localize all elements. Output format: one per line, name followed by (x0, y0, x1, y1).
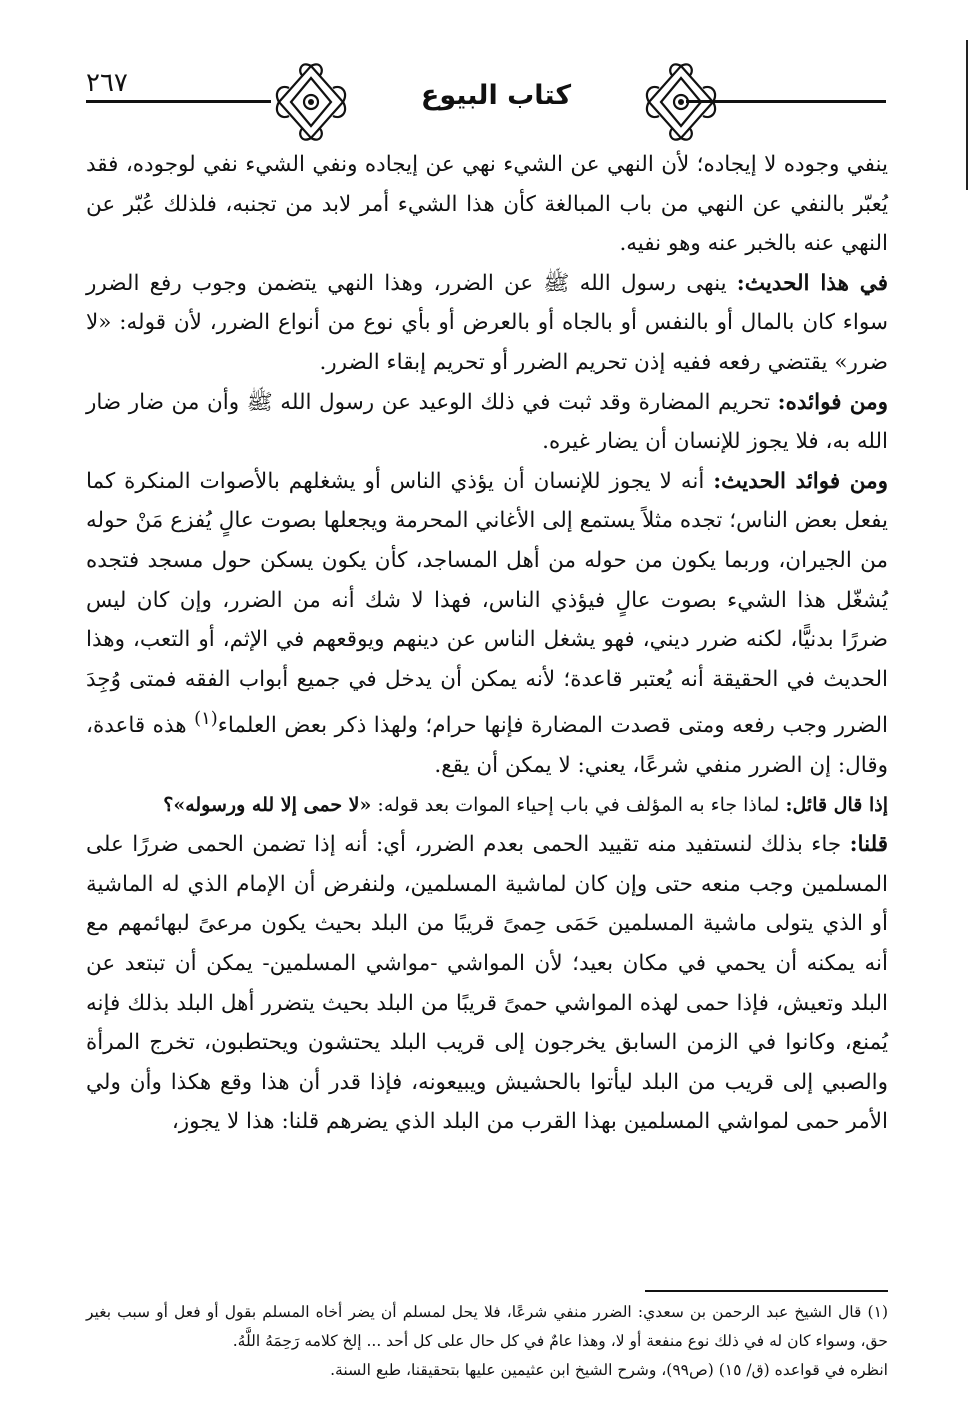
page-header (86, 62, 886, 142)
footnote-reference[interactable]: (١) (194, 708, 218, 730)
footnote-1: (١) قال الشيخ عبد الرحمن بن سعدي: الضرر منفي شرعًا، فلا يحل لمسلم أن يضر أخاه المسلم بقول أو فعل أو سبب بغير حق، وسواء كان له في ذلك نوع منفعة أو لا، وهذا عامٌ في كل حال على كل أحد ... إلخ كلامه رَحِمَهُ اللَّهُ. (86, 1303, 888, 1350)
ornament-left-icon (271, 62, 351, 142)
page-number: ٢٦٧ (86, 68, 128, 98)
running-title: كتاب البيوع (420, 80, 572, 111)
question-paragraph (86, 786, 888, 826)
answer-paragraph (86, 825, 888, 1142)
paragraph-3-text: تحريم المضارة وقد ثبت في ذلك الوعيد عن رسول الله ﷺ وأن من ضار ضار الله به، فلا يجوز للإنسان أن يضار غيره. (86, 389, 888, 455)
header-rule-right (686, 100, 886, 103)
answer-lead: قلنا: (849, 832, 888, 858)
paragraph-3-lead: ومن فوائده: (777, 389, 888, 415)
paragraph-2-text: ينهى رسول الله ﷺ عن الضرر، وهذا النهي يتضمن وجوب رفع الضرر سواء كان بالمال أو بالنفس أو بالجاه أو بالعرض أو بأي نوع من أنواع الضرر، لأن قوله: «لا ضرر» يقتضي رفعه ففيه إذن تحريم الضرر أو تحريم إبقاء الضرر. (86, 270, 888, 375)
paragraph-4-lead: ومن فوائد الحديث: (713, 468, 888, 494)
paragraph-2-lead: في هذا الحديث: (736, 270, 888, 296)
paragraph-2 (86, 264, 888, 383)
header-rule-left (86, 100, 271, 103)
body-text (86, 145, 888, 1142)
paragraph-4-end: هذه قاعدة، وقال: إن الضرر منفي شرعًا، يعني: لا يمكن أن يقع. (86, 713, 888, 779)
footnotes (86, 1298, 888, 1385)
paragraph-1-text: ينفي وجوده لا إيجاده؛ لأن النهي عن الشيء نهي عن إيجاده ونفي الشيء نفي لوجوده، فقد يُعبّر بالنفي عن النهي من باب المبالغة كأن هذا الشيء أمر لابد من تجنبه، فلذلك عُبّر عن النهي عنه بالخبر عنه وهو نفيه. (86, 152, 888, 257)
paragraph-4 (86, 462, 888, 786)
page-edge-line (966, 40, 968, 190)
question-lead: إذا قال قائل: (785, 793, 888, 816)
footnote-separator (645, 1290, 888, 1292)
question-quote: «لا حمى إلا لله ورسوله»؟ (163, 793, 372, 816)
question-text: لماذا جاء به المؤلف في باب إحياء الموات بعد قوله: (371, 793, 786, 816)
paragraph-3 (86, 383, 888, 462)
paragraph-4-text: أنه لا يجوز للإنسان أن يؤذي الناس أو يشغلهم بالأصوات المنكرة كما يفعل بعض الناس؛ تجده مثلاً يستمع إلى الأغاني المحرمة ويجعلها بصوت عالٍ يُفزع مَنْ حوله من الجيران، وربما يكون من حوله من أهل المساجد، كأن يكون يسكن حول مسجد فتجده يُشغّل هذا الشيء بصوت عالٍ فيؤذي الناس، فهذا لا شك أنه من الضرر، وإن كان ليس ضررًا بدنيًّا، لكنه ضرر ديني، فهو يشغل الناس عن دينهم ويوقعهم في الإثم، أو التعب، وهذا الحديث في الحقيقة أنه يُعتبر قاعدة؛ لأنه يمكن أن يدخل في جميع أبواب الفقه فمتى وُجِدَ الضرر وجب رفعه ومتى قصدت المضارة فإنها حرام؛ ولهذا ذكر بعض العلماء (86, 468, 889, 739)
paragraph-1 (86, 145, 888, 264)
footnote-1-source: انظره في قواعده (ق/ ١٥) (ص٩٩)، وشرح الشيخ ابن عثيمين عليها بتحقيقنا، طبع السنة. (330, 1361, 888, 1379)
answer-text: جاء بذلك لنستفيد منه تقييد الحمى بعدم الضرر، أي: أنه إذا تضمن الحمى ضررًا على المسلمين وجب منعه حتى وإن كان لماشية المسلمين، ولنفرض أن الإمام الذي له الماشية أو الذي يتولى ماشية المسلمين حَمَى حِمىً قريبًا من البلد بحيث يكون مرعىً لبهائمهم مع أنه يمكنه أن يحمي في مكان بعيد؛ لأن المواشي -مواشي المسلمين- يمكن أن تبتعد عن البلد وتعيش، فإذا حمى لهذه المواشي حمىً قريبًا من البلد بحيث يتضرر أهل البلد بذلك فإنه يُمنع، وكانوا في الزمن السابق يخرجون إلى قريب البلد يحتشون ويحتطبون، تخرج المرأة والصبي إلى قريب من البلد ليأتوا بالحشيش ويبيعونه، فإذا قدر أن هذا وقع هكذا وأن ولي الأمر حمى لمواشي المسلمين بهذا القرب من البلد الذي يضرهم قلنا: هذا لا يجوز، (86, 832, 888, 1135)
